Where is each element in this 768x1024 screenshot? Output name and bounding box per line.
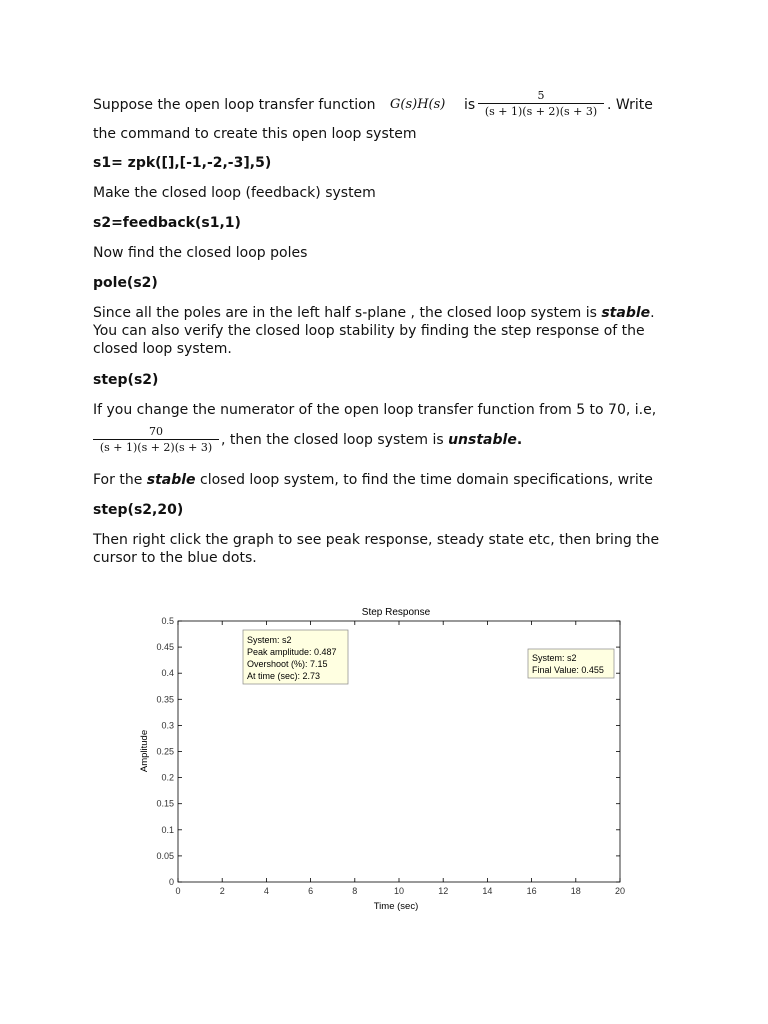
unstable-line-2 (221, 431, 522, 449)
final-datatip-line: System: s2 (532, 653, 577, 663)
y-tick-label: 0.5 (161, 616, 174, 626)
fraction-numerator: 5 (537, 89, 545, 102)
y-axis-label: Amplitude (139, 729, 150, 773)
peak-datatip[interactable] (243, 630, 348, 684)
x-tick-label: 16 (526, 886, 537, 896)
stable-paragraph (93, 304, 673, 358)
x-tick-label: 10 (393, 886, 405, 896)
chart-title: Step Response (361, 607, 431, 618)
x-tick-label: 0 (175, 886, 181, 896)
unstable-dot: . (516, 432, 523, 448)
spec-stable-word: stable (146, 472, 196, 488)
intro-line-2: the command to create this open loop system (93, 126, 417, 142)
command-step: step(s2) (93, 372, 159, 388)
y-tick-label: 0.1 (161, 824, 174, 835)
is-word (464, 96, 475, 114)
x-tick-label: 2 (219, 886, 225, 896)
intro-suffix (607, 96, 653, 114)
x-tick-label: 14 (482, 886, 493, 896)
y-tick-label: 0.05 (156, 850, 174, 861)
peak-datatip-line: System: s2 (247, 635, 292, 645)
stable-text-2: . You can also verify the closed loop stability by finding the step response of the closed loop system. (93, 305, 655, 357)
x-tick-label: 20 (614, 886, 626, 896)
command-step-20: step(s2,20) (93, 502, 184, 518)
step-response-chart (0, 600, 768, 1000)
y-tick-label: 0.2 (161, 772, 174, 783)
y-tick-label: 0.4 (161, 668, 174, 679)
spec-line (93, 471, 653, 489)
command-zpk: s1= zpk([],[-1,-2,-3],5) (93, 155, 272, 171)
peak-datatip-line: At time (sec): 2.73 (247, 671, 321, 681)
final-paragraph: Then right click the graph to see peak response, steady state etc, then bring the cursor to the blue dots. (93, 532, 660, 566)
gh-text: G(s)H(s) (390, 97, 446, 112)
unstable-fraction (93, 424, 219, 455)
y-tick-label: 0.3 (161, 720, 174, 731)
command-pole: pole(s2) (93, 275, 158, 291)
intro-line (93, 96, 376, 114)
unstable-line-1: If you change the numerator of the open loop transfer function from 5 to 70, i.e, (93, 402, 657, 418)
stable-word: stable (601, 305, 651, 321)
y-tick-label: 0.15 (156, 798, 174, 809)
unstable-denominator: (s + 1)(s + 2)(s + 3) (99, 441, 213, 454)
x-axis-label: Time (sec) (373, 901, 419, 912)
unstable-text: , then the closed loop system is (221, 432, 444, 448)
peak-datatip-line: Peak amplitude: 0.487 (247, 647, 337, 657)
open-loop-fraction (478, 88, 604, 119)
x-tick-label: 12 (438, 886, 449, 896)
intro-suffix-text: . Write (607, 97, 653, 113)
y-tick-label: 0.25 (156, 746, 174, 757)
gh-expression (390, 96, 445, 114)
x-tick-label: 18 (570, 886, 581, 896)
final-datatip-line: Final Value: 0.455 (532, 665, 604, 675)
unstable-word: unstable (448, 432, 517, 448)
y-tick-label: 0 (168, 877, 174, 887)
command-feedback: s2=feedback(s1,1) (93, 215, 241, 231)
text-closed-loop: Make the closed loop (feedback) system (93, 185, 376, 201)
x-tick-label: 6 (308, 886, 314, 896)
stable-text-1: Since all the poles are in the left half s-plane , the closed loop system is (93, 305, 597, 321)
y-tick-label: 0.45 (156, 642, 174, 653)
spec-text-2: closed loop system, to find the time domain specifications, write (200, 472, 653, 488)
y-tick-label: 0.35 (156, 694, 174, 705)
unstable-numerator: 70 (149, 425, 163, 438)
is-text: is (464, 97, 476, 113)
final-value-datatip[interactable] (528, 649, 614, 678)
x-tick-label: 4 (263, 886, 269, 896)
x-tick-label: 8 (352, 886, 358, 896)
text-find-poles: Now find the closed loop poles (93, 245, 308, 261)
peak-datatip-line: Overshoot (%): 7.15 (247, 659, 328, 669)
fraction-denominator: (s + 1)(s + 2)(s + 3) (484, 105, 598, 118)
intro-prefix: Suppose the open loop transfer function (93, 97, 376, 113)
spec-text-1: For the (93, 472, 143, 488)
